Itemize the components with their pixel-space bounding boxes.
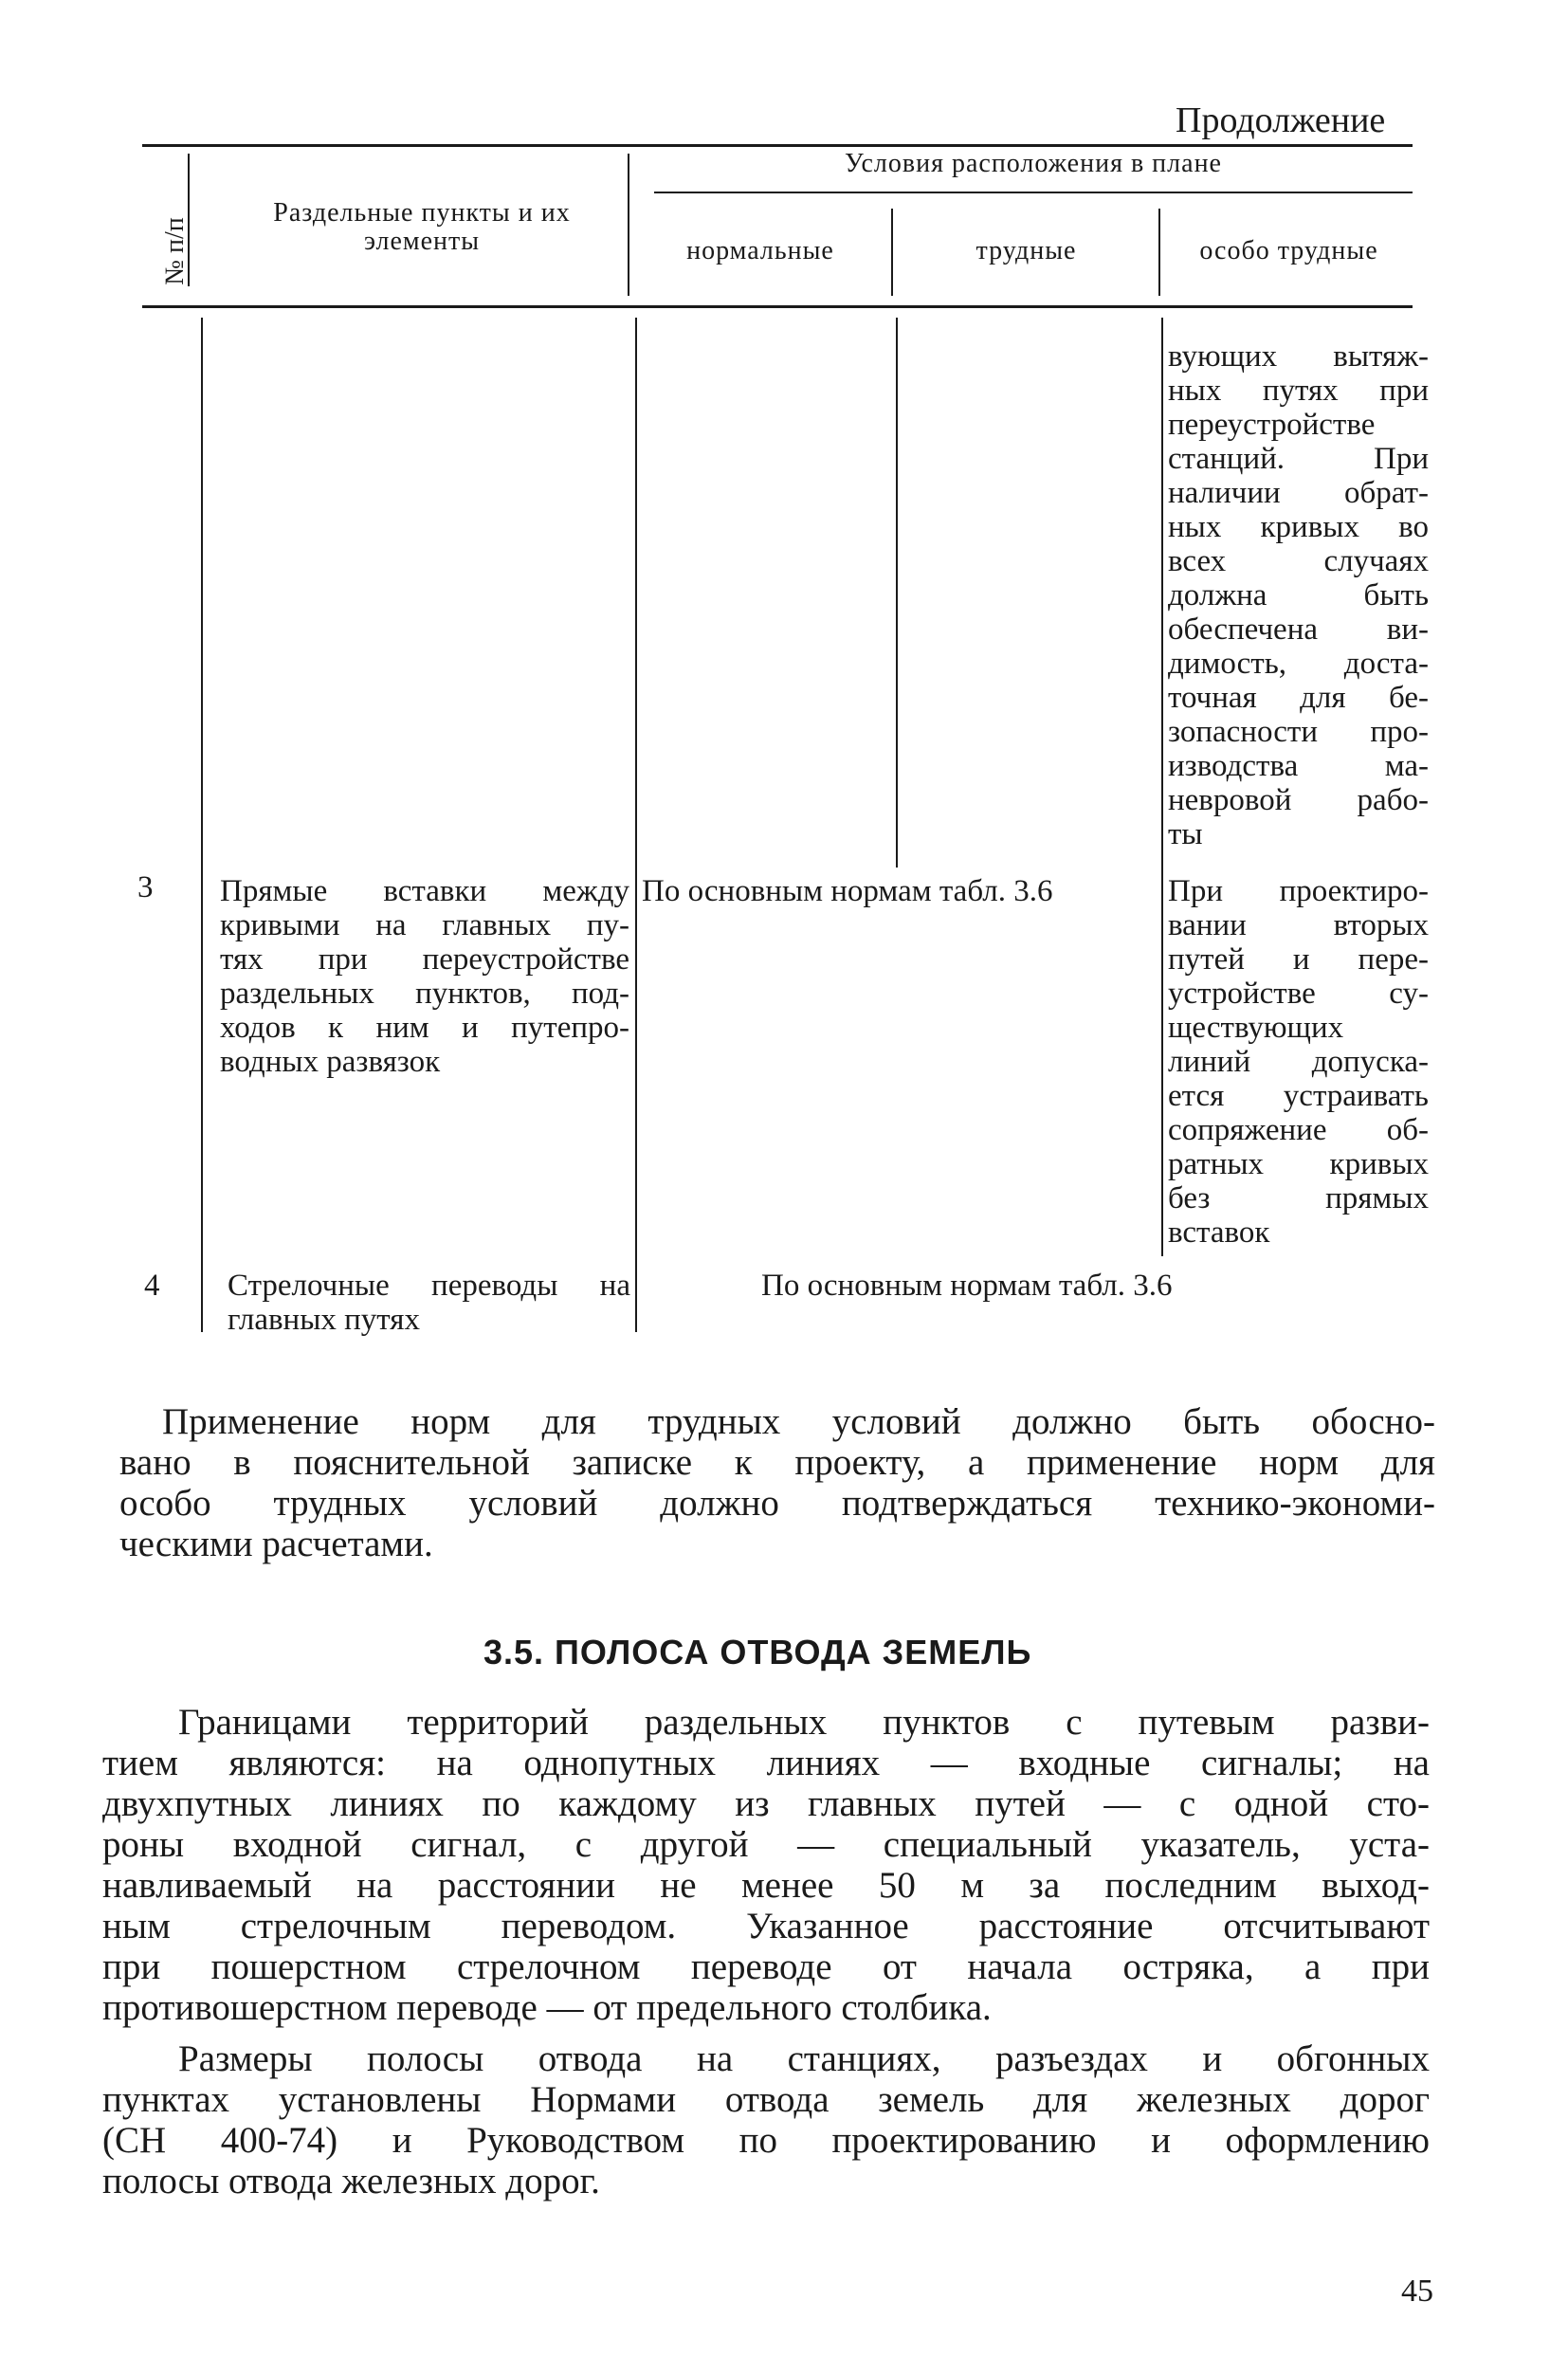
row-3-very-difficult — [1168, 874, 1429, 1250]
carry-line: ных путях при — [1168, 374, 1429, 408]
text-line: роны входной сигнал, с другой — специальный указатель, уста- — [102, 1824, 1430, 1865]
page-number: 45 — [1401, 2274, 1433, 2309]
carry-over-text — [1168, 339, 1429, 851]
very-difficult-line: без прямых — [1168, 1181, 1429, 1215]
paragraph-norms — [119, 1401, 1435, 1564]
text-line: вано в пояснительной записке к проекту, а применение норм для — [119, 1442, 1435, 1483]
text-line: Применение норм для трудных условий должно быть обосно- — [162, 1401, 1435, 1442]
header-number: № п/п — [160, 217, 190, 285]
carry-line: наличии обрат- — [1168, 476, 1429, 510]
text-line: Границами территорий раздельных пунктов с путевым разви- — [178, 1702, 1430, 1743]
body-divider-very-difficult — [1161, 318, 1163, 1256]
carry-line: ных кривых во — [1168, 510, 1429, 544]
row-3-element — [220, 874, 629, 1079]
text-line: навливаемый на расстоянии не менее 50 м за последним выход- — [102, 1865, 1430, 1906]
carry-line: изводства ма- — [1168, 749, 1429, 783]
carry-line: обеспечена ви- — [1168, 612, 1429, 647]
table-top-rule — [142, 144, 1413, 147]
row-4-number: 4 — [144, 1269, 160, 1303]
very-difficult-line: При проектиро- — [1168, 874, 1429, 908]
header-divider-3 — [891, 209, 893, 296]
element-line: ходов к ним и путепро- — [220, 1011, 629, 1045]
body-divider-elements — [201, 318, 203, 1332]
text-line: особо трудных условий должно подтверждаться технико-экономи- — [119, 1483, 1435, 1524]
conditions-subheader-rule — [654, 192, 1413, 193]
carry-line: вующих вытяж- — [1168, 339, 1429, 374]
header-very-difficult: особо трудные — [1199, 236, 1378, 265]
element-line: тях при переустройстве — [220, 942, 629, 977]
very-difficult-line: путей и пере- — [1168, 942, 1429, 977]
text-line: ческими расчетами. — [119, 1524, 433, 1564]
header-divider-4 — [1158, 209, 1160, 296]
section-heading: 3.5. ПОЛОСА ОТВОДА ЗЕМЕЛЬ — [483, 1633, 1032, 1672]
very-difficult-line: сопряжение об- — [1168, 1113, 1429, 1147]
very-difficult-line: ется устраивать — [1168, 1079, 1429, 1113]
carry-line: должна быть — [1168, 578, 1429, 612]
row-4-all-conditions: По основным нормам табл. 3.6 — [761, 1269, 1173, 1303]
carry-line: ты — [1168, 817, 1203, 851]
text-line: Размеры полосы отвода на станциях, разъездах и обгонных — [178, 2038, 1430, 2079]
very-difficult-line: устройстве су- — [1168, 977, 1429, 1011]
carry-line: димость, доста- — [1168, 647, 1429, 681]
header-divider-2 — [628, 154, 629, 296]
body-divider-normal — [635, 318, 637, 1332]
element-line: главных путях — [228, 1303, 420, 1337]
element-line: раздельных пунктов, под- — [220, 977, 629, 1011]
text-line: полосы отвода железных дорог. — [102, 2161, 600, 2201]
carry-line: зопасности про- — [1168, 715, 1429, 749]
table-header-bottom-rule — [142, 305, 1413, 308]
body-divider-difficult — [896, 318, 898, 868]
row-3-normal-difficult: По основным нормам табл. 3.6 — [642, 874, 1053, 908]
very-difficult-line: вставок — [1168, 1215, 1270, 1250]
element-line: Прямые вставки между — [220, 874, 629, 908]
text-line: (СН 400-74) и Руководством по проектированию и оформлению — [102, 2120, 1430, 2161]
element-line: Стрелочные переводы на — [228, 1269, 630, 1303]
text-line: пунктах установлены Нормами отвода земель для железных дорог — [102, 2079, 1430, 2120]
text-line: при пошерстном стрелочном переводе от начала остряка, а при — [102, 1946, 1430, 1987]
row-4-element — [228, 1269, 630, 1337]
header-conditions: Условия расположения в плане — [845, 149, 1222, 178]
paragraph-allotment — [102, 2038, 1430, 2201]
header-elements: Раздельные пункты и их элементы — [273, 198, 571, 256]
text-line: двухпутных линиях по каждому из главных путей — с одной сто- — [102, 1783, 1430, 1824]
header-normal: нормальные — [686, 236, 834, 265]
very-difficult-line: ратных кривых — [1168, 1147, 1429, 1181]
very-difficult-line: ществующих — [1168, 1011, 1344, 1045]
text-line: тием являются: на однопутных линиях — входные сигналы; на — [102, 1743, 1430, 1783]
carry-line: переустройстве — [1168, 408, 1376, 442]
element-line: кривыми на главных пу- — [220, 908, 629, 942]
paragraph-boundaries — [102, 1702, 1430, 2028]
text-line: ным стрелочным переводом. Указанное расстояние отсчитывают — [102, 1906, 1430, 1946]
carry-line: невровой рабо- — [1168, 783, 1429, 817]
very-difficult-line: линий допуска- — [1168, 1045, 1429, 1079]
text-line: противошерстном переводе — от предельного столбика. — [102, 1987, 992, 2028]
element-line: водных развязок — [220, 1045, 441, 1079]
continuation-label: Продолжение — [1176, 100, 1386, 140]
carry-line: станций. При — [1168, 442, 1429, 476]
very-difficult-line: вании вторых — [1168, 908, 1429, 942]
carry-line: всех случаях — [1168, 544, 1429, 578]
header-difficult: трудные — [975, 236, 1077, 265]
row-3-number: 3 — [137, 870, 154, 904]
carry-line: точная для бе- — [1168, 681, 1429, 715]
